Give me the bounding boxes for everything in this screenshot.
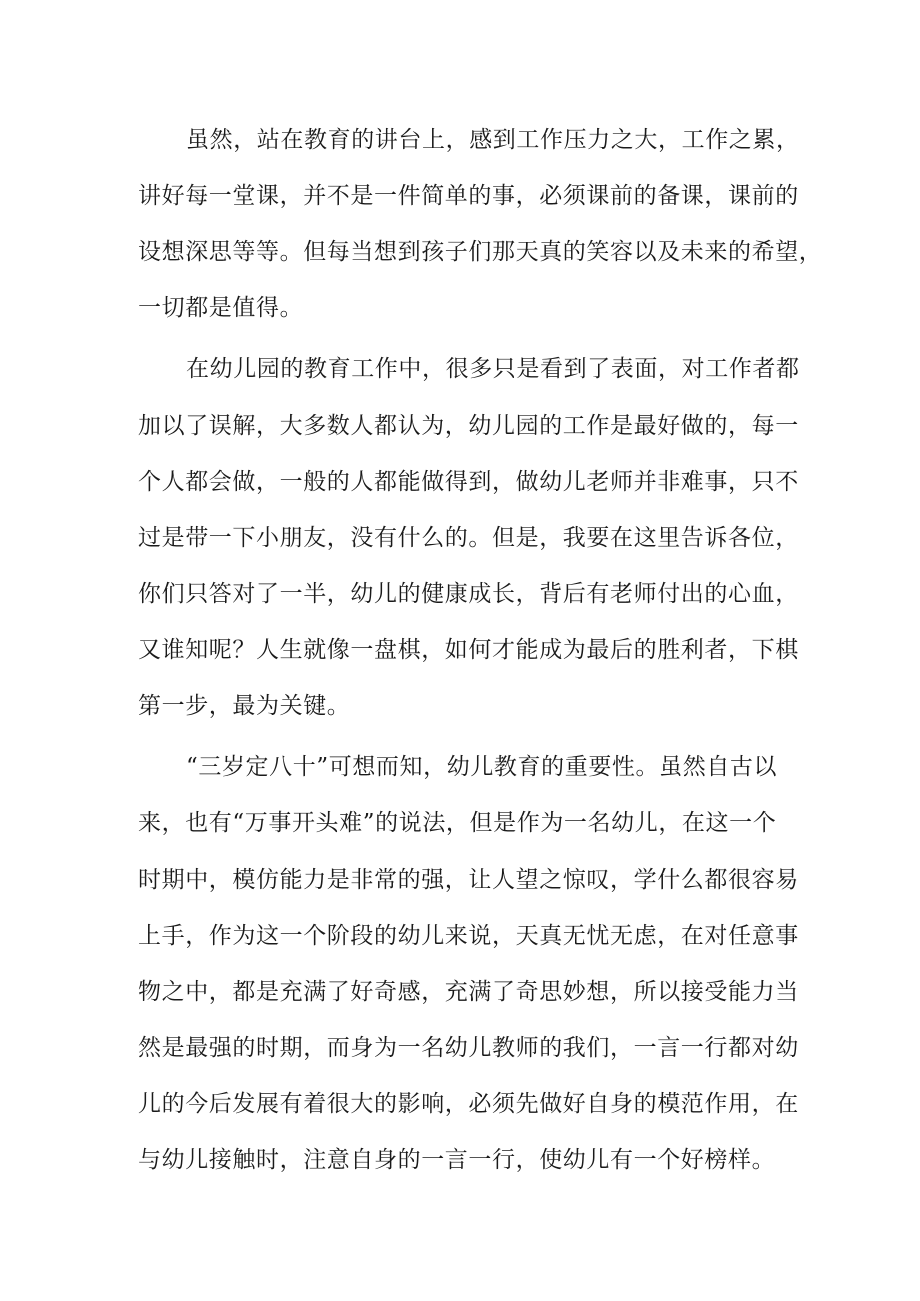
- paragraph-line: 讲好每一堂课，并不是一件简单的事，必须课前的备课，课前的: [138, 183, 799, 209]
- paragraph-line: 物之中，都是充满了好奇感，充满了奇思妙想，所以接受能力当: [138, 979, 799, 1005]
- paragraph-line: “三岁定八十”可想而知，幼儿教育的重要性。虽然自古以: [186, 754, 778, 780]
- paragraph-line: 虽然，站在教育的讲台上，感到工作压力之大，工作之累，: [186, 127, 800, 153]
- paragraph-line: 与幼儿接触时，注意自身的一言一行，使幼儿有一个好榜样。: [138, 1147, 776, 1173]
- paragraph-line: 上手，作为这一个阶段的幼儿来说，天真无忧无虑，在对任意事: [138, 923, 799, 949]
- paragraph-line: 儿的今后发展有着很大的影响，必须先做好自身的模范作用，在: [138, 1091, 799, 1117]
- paragraph-line: 来，也有“万事开头难”的说法，但是作为一名幼儿，在这一个: [138, 810, 777, 836]
- paragraph-line: 在幼儿园的教育工作中，很多只是看到了表面，对工作者都: [186, 356, 800, 382]
- paragraph-line: 第一步，最为关键。: [138, 693, 351, 719]
- paragraph-line: 你们只答对了一半，幼儿的健康成长，背后有老师付出的心血，: [138, 581, 799, 607]
- paragraph-line: 加以了误解，大多数人都认为，幼儿园的工作是最好做的，每一: [138, 413, 799, 439]
- paragraph-line: 又谁知呢？人生就像一盘棋，如何才能成为最后的胜利者，下棋: [138, 637, 799, 663]
- paragraph-line: 过是带一下小朋友，没有什么的。但是，我要在这里告诉各位，: [138, 525, 799, 551]
- paragraph-line: 一切都是值得。: [138, 295, 304, 321]
- paragraph-line: 个人都会做，一般的人都能做得到，做幼儿老师并非难事，只不: [138, 469, 799, 495]
- paragraph-line: 时期中，模仿能力是非常的强，让人望之惊叹，学什么都很容易: [138, 867, 799, 893]
- paragraph-line: 然是最强的时期，而身为一名幼儿教师的我们，一言一行都对幼: [138, 1035, 799, 1061]
- paragraph-line: 设想深思等等。但每当想到孩子们那天真的笑容以及未来的希望，: [138, 239, 823, 265]
